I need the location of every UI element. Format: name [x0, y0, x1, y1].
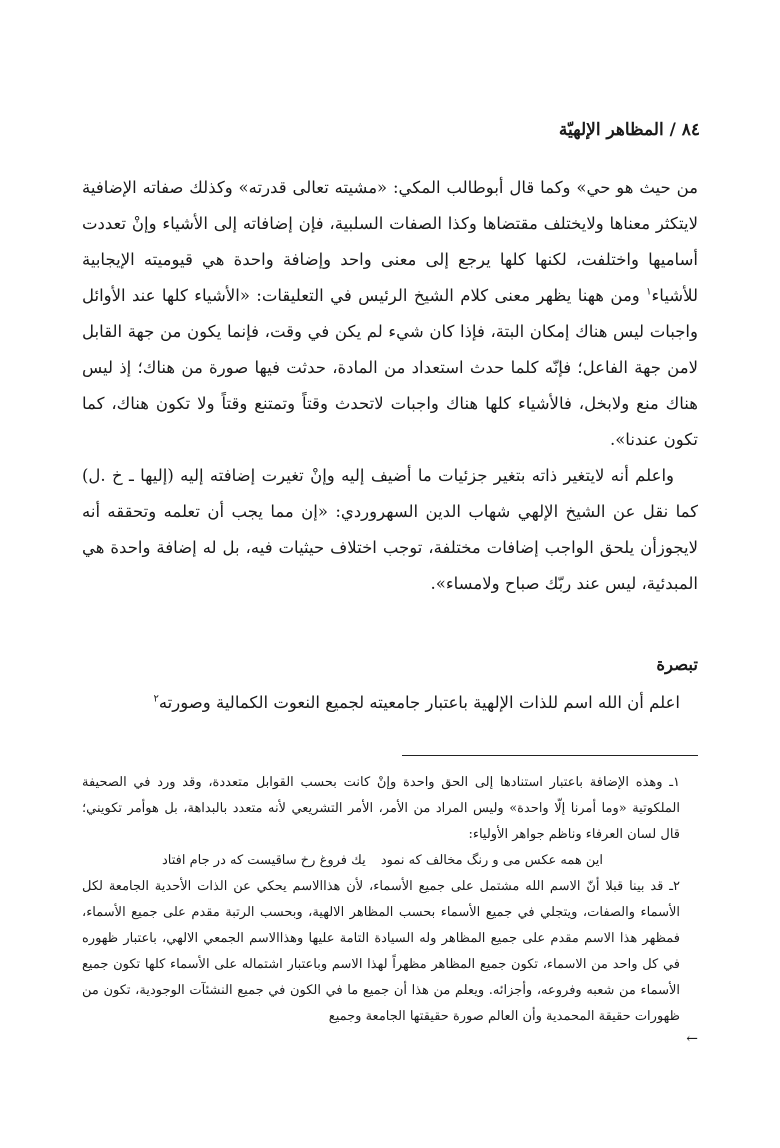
- page-header: ٨٤ / المظاهر الإلهيّة: [558, 120, 700, 140]
- paragraph-1-text: من حيث هو حي» وكما قال أبوطالب المكي: «مشيته تعالى قدرته» وكذلك صفاته الإضافية لايتكثر معناها ولايختلف مقتضاها وكذا الصفات السلبية، فإن إضافاته إلى الأشياء وإنْ تعددت أساميها واختلفت، لكنها كلها يرجع إلى معنى واحد وإضافة واحدة هي قيوميته الإيجابية للأشياء: [82, 178, 698, 305]
- main-text: [82, 170, 698, 602]
- verse-hemistich-1: اين همه عكس مى و رنگ مخالف كه نمود: [380, 853, 603, 868]
- footnote-2: ٢ـ قد بينا قبلا أنّ الاسم الله مشتمل على جميع الأسماء، لأن هذاالاسم يحكي عن الذات الأحدية الجامعة لكل الأسماء والصفات، ويتجلي في جميع الأسماء بحسب المظاهر الالهية، وبحسب الرتبة مقدم على جميع الأسماء، فمظهر هذا الاسم مقدم على جميع المظاهر وله السيادة التامة عليها وهذاالاسم الجمعي الالهي، باعتبار ظهوره في كل واحد من الاسماء، تكون جميع المظاهر مظهراً لهذا الاسم وباعتبار اشتماله على الأسماء كلها تكون جميع الأسماء من شعبه وفروعه، وأجزائه. ويعلم من هذا أن جميع ما في الكون في جميع النشئآت الوجودية، تكون من ظهورات حقيقة المحمدية وأن العالم صورة حقيقتها الجامعة وجميع: [82, 879, 680, 1024]
- section-paragraph: [82, 686, 680, 720]
- section-text: اعلم أن الله اسم للذات الإلهية باعتبار جامعيته لجميع النعوت الكمالية وصورته: [158, 693, 680, 712]
- footnote-ref-1: ١: [646, 286, 652, 298]
- paragraph-1-text-rest: ومن ههنا يظهر معنى كلام الشيخ الرئيس في التعليقات: «الأشياء كلها عند الأوائل واجبات ليس هناك إمكان البتة، فإذا كان شيء لم يكن في وقت، فإنما يكون من جهة القابل لامن جهة الفاعل؛ فإنّه كلما حدث استعداد من المادة، حدثت فيها صورة من هناك؛ إذ ليس هناك منع ولابخل، فالأشياء كلها هناك واجبات لاتحدث وقتاً وتمتنع وقتاً ولا تكون هناك، كما تكون عندنا».: [82, 286, 698, 449]
- continuation-arrow-icon: ←: [686, 1031, 698, 1047]
- footnote-divider: [402, 755, 698, 756]
- footnote-ref-2: ٢: [153, 693, 159, 705]
- paragraph-1: [82, 170, 698, 458]
- paragraph-2: واعلم أنه لايتغير ذاته بتغير جزئيات ما أضيف إليه وإنْ تغيرت إضافته إليه (إليها ـ خ .ل) كما نقل عن الشيخ الإلهي شهاب الدين السهروردي: «إن مما يجب أن تعلمه وتحققه أنه لايجوزأن يلحق الواجب إضافات مختلفة، توجب اختلاف حيثيات فيه، بل له إضافة واحدة هي المبدئية، ليس عند ربّك صباح ولامساء».: [82, 466, 698, 593]
- footnotes: [82, 770, 698, 1048]
- footnote-1: ١ـ وهذه الإضافة باعتبار استنادها إلى الحق واحدة وإنْ كانت بحسب القوابل متعددة، وقد ورد في الصحيفة الملكوتية «وما أمرنا إلّا واحدة» وليس المراد من الأمر، الأمر التشريعي لأنه متعدد بالبداهة، بل هوأمر تكويني؛ قال لسان العرفاء وناظم جواهر الأولياء:: [82, 775, 680, 842]
- verse-hemistich-2: يك فروغ رخ ساقيست كه در جام افتاد: [162, 853, 366, 868]
- persian-verse: [82, 848, 698, 874]
- section-title: تبصرة: [656, 655, 698, 674]
